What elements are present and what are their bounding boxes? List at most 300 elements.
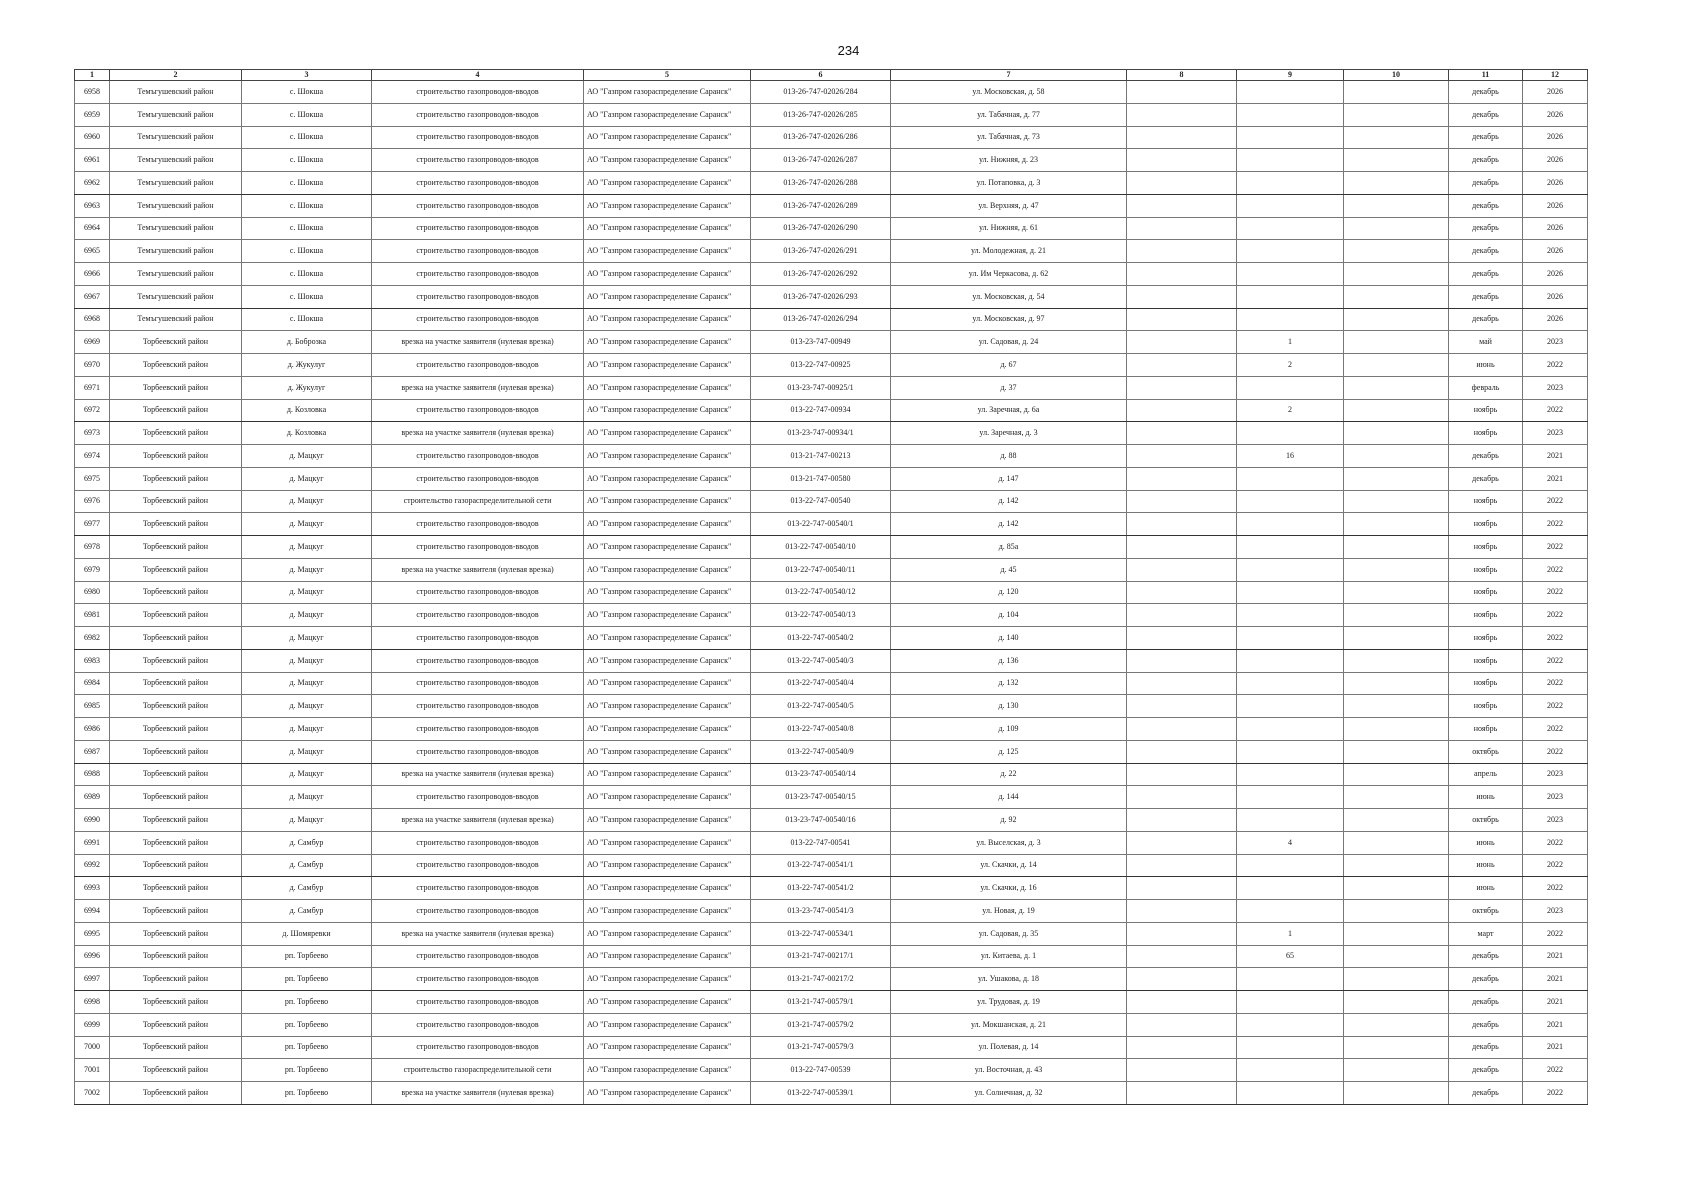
year-cell: 2022 <box>1523 695 1588 718</box>
quantity-cell <box>1237 740 1344 763</box>
col8-cell <box>1127 1059 1237 1082</box>
settlement-cell: с. Шокша <box>242 103 372 126</box>
work-type-cell: строительство газопроводов-вводов <box>372 103 584 126</box>
table-row <box>75 1082 1588 1105</box>
address-cell: д. 130 <box>891 695 1127 718</box>
col10-cell <box>1344 536 1449 559</box>
table-row <box>75 672 1588 695</box>
address-cell: ул. Заречная, д. 6а <box>891 399 1127 422</box>
application-number-cell: 013-22-747-00540/13 <box>751 604 891 627</box>
settlement-cell: рп. Торбеево <box>242 968 372 991</box>
district-cell: Торбеевский район <box>110 354 242 377</box>
district-cell: Темъгушевский район <box>110 81 242 104</box>
column-number: 5 <box>584 70 751 81</box>
organization-cell: АО "Газпром газораспределение Саранск" <box>584 809 751 832</box>
quantity-cell: 1 <box>1237 922 1344 945</box>
work-type-cell: строительство газопроводов-вводов <box>372 695 584 718</box>
quantity-cell <box>1237 490 1344 513</box>
month-cell: декабрь <box>1449 194 1523 217</box>
quantity-cell <box>1237 809 1344 832</box>
table-row <box>75 194 1588 217</box>
address-cell: ул. Молодежная, д. 21 <box>891 240 1127 263</box>
address-cell: ул. Мокшанская, д. 21 <box>891 1013 1127 1036</box>
district-cell: Торбеевский район <box>110 740 242 763</box>
col10-cell <box>1344 513 1449 536</box>
settlement-cell: с. Шокша <box>242 126 372 149</box>
address-cell: д. 88 <box>891 445 1127 468</box>
organization-cell: АО "Газпром газораспределение Саранск" <box>584 422 751 445</box>
month-cell: декабрь <box>1449 467 1523 490</box>
address-cell: ул. Табачная, д. 77 <box>891 103 1127 126</box>
col10-cell <box>1344 604 1449 627</box>
row-number: 6974 <box>75 445 110 468</box>
col10-cell <box>1344 263 1449 286</box>
col10-cell <box>1344 627 1449 650</box>
district-cell: Темъгушевский район <box>110 194 242 217</box>
year-cell: 2021 <box>1523 1013 1588 1036</box>
organization-cell: АО "Газпром газораспределение Саранск" <box>584 513 751 536</box>
month-cell: июнь <box>1449 354 1523 377</box>
col10-cell <box>1344 376 1449 399</box>
organization-cell: АО "Газпром газораспределение Саранск" <box>584 740 751 763</box>
table-row <box>75 81 1588 104</box>
settlement-cell: с. Шокша <box>242 172 372 195</box>
row-number: 6980 <box>75 581 110 604</box>
address-cell: ул. Выселская, д. 3 <box>891 831 1127 854</box>
col10-cell <box>1344 831 1449 854</box>
col10-cell <box>1344 786 1449 809</box>
col8-cell <box>1127 422 1237 445</box>
organization-cell: АО "Газпром газораспределение Саранск" <box>584 536 751 559</box>
col10-cell <box>1344 1082 1449 1105</box>
col8-cell <box>1127 445 1237 468</box>
col10-cell <box>1344 354 1449 377</box>
month-cell: декабрь <box>1449 445 1523 468</box>
organization-cell: АО "Газпром газораспределение Саранск" <box>584 558 751 581</box>
col10-cell <box>1344 991 1449 1014</box>
year-cell: 2022 <box>1523 490 1588 513</box>
table-row <box>75 536 1588 559</box>
row-number: 7002 <box>75 1082 110 1105</box>
work-type-cell: врезка на участке заявителя (нулевая врезка) <box>372 331 584 354</box>
row-number: 6971 <box>75 376 110 399</box>
work-type-cell: строительство газопроводов-вводов <box>372 194 584 217</box>
year-cell: 2026 <box>1523 240 1588 263</box>
month-cell: ноябрь <box>1449 490 1523 513</box>
col8-cell <box>1127 285 1237 308</box>
organization-cell: АО "Газпром газораспределение Саранск" <box>584 445 751 468</box>
application-number-cell: 013-22-747-00540/11 <box>751 558 891 581</box>
row-number: 6965 <box>75 240 110 263</box>
settlement-cell: д. Мацкуг <box>242 763 372 786</box>
row-number: 6996 <box>75 945 110 968</box>
quantity-cell <box>1237 81 1344 104</box>
organization-cell: АО "Газпром газораспределение Саранск" <box>584 786 751 809</box>
work-type-cell: строительство газопроводов-вводов <box>372 831 584 854</box>
col8-cell <box>1127 877 1237 900</box>
month-cell: июнь <box>1449 831 1523 854</box>
work-type-cell: строительство газораспределительной сети <box>372 490 584 513</box>
table-row <box>75 1013 1588 1036</box>
work-type-cell: строительство газопроводов-вводов <box>372 513 584 536</box>
row-number: 6995 <box>75 922 110 945</box>
application-number-cell: 013-22-747-00540/4 <box>751 672 891 695</box>
quantity-cell <box>1237 991 1344 1014</box>
organization-cell: АО "Газпром газораспределение Саранск" <box>584 149 751 172</box>
settlement-cell: д. Мацкуг <box>242 467 372 490</box>
row-number: 6967 <box>75 285 110 308</box>
month-cell: июнь <box>1449 854 1523 877</box>
col8-cell <box>1127 331 1237 354</box>
organization-cell: АО "Газпром газораспределение Саранск" <box>584 604 751 627</box>
col8-cell <box>1127 649 1237 672</box>
address-cell: д. 144 <box>891 786 1127 809</box>
table-row <box>75 558 1588 581</box>
organization-cell: АО "Газпром газораспределение Саранск" <box>584 922 751 945</box>
col8-cell <box>1127 922 1237 945</box>
col8-cell <box>1127 809 1237 832</box>
row-number: 6982 <box>75 627 110 650</box>
work-type-cell: строительство газопроводов-вводов <box>372 467 584 490</box>
column-number: 8 <box>1127 70 1237 81</box>
col10-cell <box>1344 900 1449 923</box>
settlement-cell: рп. Торбеево <box>242 1036 372 1059</box>
table-row <box>75 422 1588 445</box>
district-cell: Торбеевский район <box>110 536 242 559</box>
application-number-cell: 013-23-747-00540/16 <box>751 809 891 832</box>
column-number: 9 <box>1237 70 1344 81</box>
row-number: 6964 <box>75 217 110 240</box>
month-cell: декабрь <box>1449 1013 1523 1036</box>
settlement-cell: д. Самбур <box>242 831 372 854</box>
month-cell: ноябрь <box>1449 581 1523 604</box>
month-cell: ноябрь <box>1449 695 1523 718</box>
quantity-cell <box>1237 649 1344 672</box>
work-type-cell: строительство газопроводов-вводов <box>372 945 584 968</box>
address-cell: ул. Новая, д. 19 <box>891 900 1127 923</box>
month-cell: декабрь <box>1449 81 1523 104</box>
col10-cell <box>1344 445 1449 468</box>
month-cell: ноябрь <box>1449 672 1523 695</box>
table-row <box>75 467 1588 490</box>
application-number-cell: 013-26-747-02026/285 <box>751 103 891 126</box>
quantity-cell: 2 <box>1237 399 1344 422</box>
application-number-cell: 013-22-747-00540/2 <box>751 627 891 650</box>
quantity-cell <box>1237 877 1344 900</box>
organization-cell: АО "Газпром газораспределение Саранск" <box>584 331 751 354</box>
table-row <box>75 900 1588 923</box>
application-number-cell: 013-23-747-00540/15 <box>751 786 891 809</box>
year-cell: 2022 <box>1523 649 1588 672</box>
address-cell: д. 85а <box>891 536 1127 559</box>
application-number-cell: 013-22-747-00540/10 <box>751 536 891 559</box>
application-number-cell: 013-21-747-00217/2 <box>751 968 891 991</box>
address-cell: ул. Полевая, д. 14 <box>891 1036 1127 1059</box>
row-number: 6985 <box>75 695 110 718</box>
address-cell: д. 109 <box>891 718 1127 741</box>
district-cell: Торбеевский район <box>110 945 242 968</box>
year-cell: 2021 <box>1523 445 1588 468</box>
col10-cell <box>1344 240 1449 263</box>
work-type-cell: строительство газопроводов-вводов <box>372 627 584 650</box>
organization-cell: АО "Газпром газораспределение Саранск" <box>584 718 751 741</box>
application-number-cell: 013-26-747-02026/289 <box>751 194 891 217</box>
settlement-cell: рп. Торбеево <box>242 1059 372 1082</box>
quantity-cell: 1 <box>1237 331 1344 354</box>
col10-cell <box>1344 877 1449 900</box>
settlement-cell: с. Шокша <box>242 81 372 104</box>
work-type-cell: строительство газопроводов-вводов <box>372 126 584 149</box>
row-number: 6993 <box>75 877 110 900</box>
table-row <box>75 809 1588 832</box>
col10-cell <box>1344 558 1449 581</box>
table-row <box>75 831 1588 854</box>
table-row <box>75 263 1588 286</box>
application-number-cell: 013-22-747-00540/8 <box>751 718 891 741</box>
quantity-cell <box>1237 854 1344 877</box>
quantity-cell: 65 <box>1237 945 1344 968</box>
col10-cell <box>1344 422 1449 445</box>
table-row <box>75 376 1588 399</box>
work-type-cell: строительство газопроводов-вводов <box>372 240 584 263</box>
organization-cell: АО "Газпром газораспределение Саранск" <box>584 627 751 650</box>
month-cell: ноябрь <box>1449 536 1523 559</box>
work-type-cell: врезка на участке заявителя (нулевая врезка) <box>372 422 584 445</box>
settlement-cell: с. Шокша <box>242 263 372 286</box>
organization-cell: АО "Газпром газораспределение Саранск" <box>584 217 751 240</box>
organization-cell: АО "Газпром газораспределение Саранск" <box>584 1013 751 1036</box>
row-number: 6968 <box>75 308 110 331</box>
application-number-cell: 013-22-747-00539/1 <box>751 1082 891 1105</box>
quantity-cell <box>1237 240 1344 263</box>
district-cell: Торбеевский район <box>110 877 242 900</box>
col8-cell <box>1127 763 1237 786</box>
table-row <box>75 877 1588 900</box>
application-number-cell: 013-22-747-00539 <box>751 1059 891 1082</box>
application-number-cell: 013-21-747-00217/1 <box>751 945 891 968</box>
row-number: 6989 <box>75 786 110 809</box>
address-cell: д. 140 <box>891 627 1127 650</box>
month-cell: ноябрь <box>1449 718 1523 741</box>
settlement-cell: д. Мацкуг <box>242 695 372 718</box>
work-type-cell: строительство газопроводов-вводов <box>372 1013 584 1036</box>
year-cell: 2026 <box>1523 263 1588 286</box>
col8-cell <box>1127 740 1237 763</box>
organization-cell: АО "Газпром газораспределение Саранск" <box>584 354 751 377</box>
month-cell: декабрь <box>1449 1059 1523 1082</box>
row-number: 6975 <box>75 467 110 490</box>
col10-cell <box>1344 945 1449 968</box>
year-cell: 2026 <box>1523 308 1588 331</box>
district-cell: Торбеевский район <box>110 445 242 468</box>
year-cell: 2021 <box>1523 945 1588 968</box>
col8-cell <box>1127 900 1237 923</box>
organization-cell: АО "Газпром газораспределение Саранск" <box>584 831 751 854</box>
organization-cell: АО "Газпром газораспределение Саранск" <box>584 308 751 331</box>
work-type-cell: строительство газопроводов-вводов <box>372 149 584 172</box>
row-number: 6981 <box>75 604 110 627</box>
organization-cell: АО "Газпром газораспределение Саранск" <box>584 126 751 149</box>
year-cell: 2022 <box>1523 536 1588 559</box>
year-cell: 2022 <box>1523 1082 1588 1105</box>
year-cell: 2026 <box>1523 172 1588 195</box>
table-row <box>75 763 1588 786</box>
work-type-cell: врезка на участке заявителя (нулевая врезка) <box>372 763 584 786</box>
col8-cell <box>1127 1036 1237 1059</box>
col10-cell <box>1344 149 1449 172</box>
month-cell: ноябрь <box>1449 422 1523 445</box>
district-cell: Торбеевский район <box>110 831 242 854</box>
application-number-cell: 013-22-747-00540/5 <box>751 695 891 718</box>
district-cell: Торбеевский район <box>110 718 242 741</box>
month-cell: ноябрь <box>1449 627 1523 650</box>
district-cell: Торбеевский район <box>110 467 242 490</box>
table-row <box>75 445 1588 468</box>
row-number: 6998 <box>75 991 110 1014</box>
address-cell: д. 125 <box>891 740 1127 763</box>
month-cell: декабрь <box>1449 1082 1523 1105</box>
col10-cell <box>1344 172 1449 195</box>
column-number: 10 <box>1344 70 1449 81</box>
year-cell: 2023 <box>1523 900 1588 923</box>
row-number: 6972 <box>75 399 110 422</box>
col8-cell <box>1127 718 1237 741</box>
settlement-cell: д. Самбур <box>242 900 372 923</box>
district-cell: Торбеевский район <box>110 695 242 718</box>
table-row <box>75 695 1588 718</box>
row-number: 6990 <box>75 809 110 832</box>
column-number: 12 <box>1523 70 1588 81</box>
application-number-cell: 013-22-747-00541/2 <box>751 877 891 900</box>
col8-cell <box>1127 627 1237 650</box>
year-cell: 2022 <box>1523 558 1588 581</box>
table-row <box>75 1036 1588 1059</box>
table-row <box>75 854 1588 877</box>
row-number: 6961 <box>75 149 110 172</box>
row-number: 6983 <box>75 649 110 672</box>
year-cell: 2026 <box>1523 126 1588 149</box>
year-cell: 2026 <box>1523 81 1588 104</box>
year-cell: 2022 <box>1523 399 1588 422</box>
col10-cell <box>1344 649 1449 672</box>
col8-cell <box>1127 968 1237 991</box>
settlement-cell: д. Мацкуг <box>242 513 372 536</box>
quantity-cell <box>1237 263 1344 286</box>
table-row <box>75 126 1588 149</box>
col10-cell <box>1344 968 1449 991</box>
district-cell: Торбеевский район <box>110 922 242 945</box>
year-cell: 2023 <box>1523 763 1588 786</box>
month-cell: октябрь <box>1449 809 1523 832</box>
quantity-cell <box>1237 1059 1344 1082</box>
year-cell: 2022 <box>1523 581 1588 604</box>
district-cell: Торбеевский район <box>110 1059 242 1082</box>
table-row <box>75 490 1588 513</box>
quantity-cell <box>1237 126 1344 149</box>
work-type-cell: строительство газопроводов-вводов <box>372 217 584 240</box>
table-row <box>75 331 1588 354</box>
column-number: 3 <box>242 70 372 81</box>
row-number: 6986 <box>75 718 110 741</box>
row-number: 6997 <box>75 968 110 991</box>
quantity-cell <box>1237 285 1344 308</box>
quantity-cell <box>1237 149 1344 172</box>
address-cell: ул. Потаповка, д. 3 <box>891 172 1127 195</box>
row-number: 6988 <box>75 763 110 786</box>
column-number: 11 <box>1449 70 1523 81</box>
organization-cell: АО "Газпром газораспределение Саранск" <box>584 968 751 991</box>
quantity-cell <box>1237 763 1344 786</box>
year-cell: 2026 <box>1523 149 1588 172</box>
work-type-cell: врезка на участке заявителя (нулевая врезка) <box>372 1082 584 1105</box>
address-cell: ул. Московская, д. 58 <box>891 81 1127 104</box>
organization-cell: АО "Газпром газораспределение Саранск" <box>584 1036 751 1059</box>
organization-cell: АО "Газпром газораспределение Саранск" <box>584 1059 751 1082</box>
address-cell: ул. Заречная, д. 3 <box>891 422 1127 445</box>
col8-cell <box>1127 786 1237 809</box>
col10-cell <box>1344 1013 1449 1036</box>
settlement-cell: рп. Торбеево <box>242 1082 372 1105</box>
quantity-cell <box>1237 194 1344 217</box>
organization-cell: АО "Газпром газораспределение Саранск" <box>584 194 751 217</box>
address-cell: д. 45 <box>891 558 1127 581</box>
year-cell: 2023 <box>1523 809 1588 832</box>
district-cell: Темъгушевский район <box>110 263 242 286</box>
address-cell: ул. Ушакова, д. 18 <box>891 968 1127 991</box>
quantity-cell <box>1237 536 1344 559</box>
organization-cell: АО "Газпром газораспределение Саранск" <box>584 649 751 672</box>
year-cell: 2022 <box>1523 922 1588 945</box>
district-cell: Торбеевский район <box>110 1082 242 1105</box>
col8-cell <box>1127 695 1237 718</box>
col8-cell <box>1127 194 1237 217</box>
work-type-cell: строительство газопроводов-вводов <box>372 1036 584 1059</box>
address-cell: д. 142 <box>891 513 1127 536</box>
settlement-cell: д. Самбур <box>242 877 372 900</box>
application-number-cell: 013-23-747-00925/1 <box>751 376 891 399</box>
year-cell: 2022 <box>1523 718 1588 741</box>
year-cell: 2022 <box>1523 1059 1588 1082</box>
table-row <box>75 285 1588 308</box>
address-cell: д. 120 <box>891 581 1127 604</box>
district-cell: Торбеевский район <box>110 581 242 604</box>
col10-cell <box>1344 81 1449 104</box>
organization-cell: АО "Газпром газораспределение Саранск" <box>584 81 751 104</box>
column-number: 2 <box>110 70 242 81</box>
month-cell: май <box>1449 331 1523 354</box>
settlement-cell: рп. Торбеево <box>242 945 372 968</box>
quantity-cell: 16 <box>1237 445 1344 468</box>
application-number-cell: 013-22-747-00540/1 <box>751 513 891 536</box>
row-number: 6973 <box>75 422 110 445</box>
col10-cell <box>1344 1036 1449 1059</box>
district-cell: Торбеевский район <box>110 490 242 513</box>
quantity-cell <box>1237 558 1344 581</box>
quantity-cell <box>1237 308 1344 331</box>
district-cell: Торбеевский район <box>110 1036 242 1059</box>
application-number-cell: 013-21-747-00579/1 <box>751 991 891 1014</box>
work-type-cell: строительство газопроводов-вводов <box>372 445 584 468</box>
year-cell: 2026 <box>1523 217 1588 240</box>
table-row <box>75 945 1588 968</box>
row-number: 6992 <box>75 854 110 877</box>
settlement-cell: д. Боброзка <box>242 331 372 354</box>
work-type-cell: строительство газопроводов-вводов <box>372 991 584 1014</box>
organization-cell: АО "Газпром газораспределение Саранск" <box>584 467 751 490</box>
settlement-cell: с. Шокша <box>242 285 372 308</box>
organization-cell: АО "Газпром газораспределение Саранск" <box>584 695 751 718</box>
row-number: 6960 <box>75 126 110 149</box>
